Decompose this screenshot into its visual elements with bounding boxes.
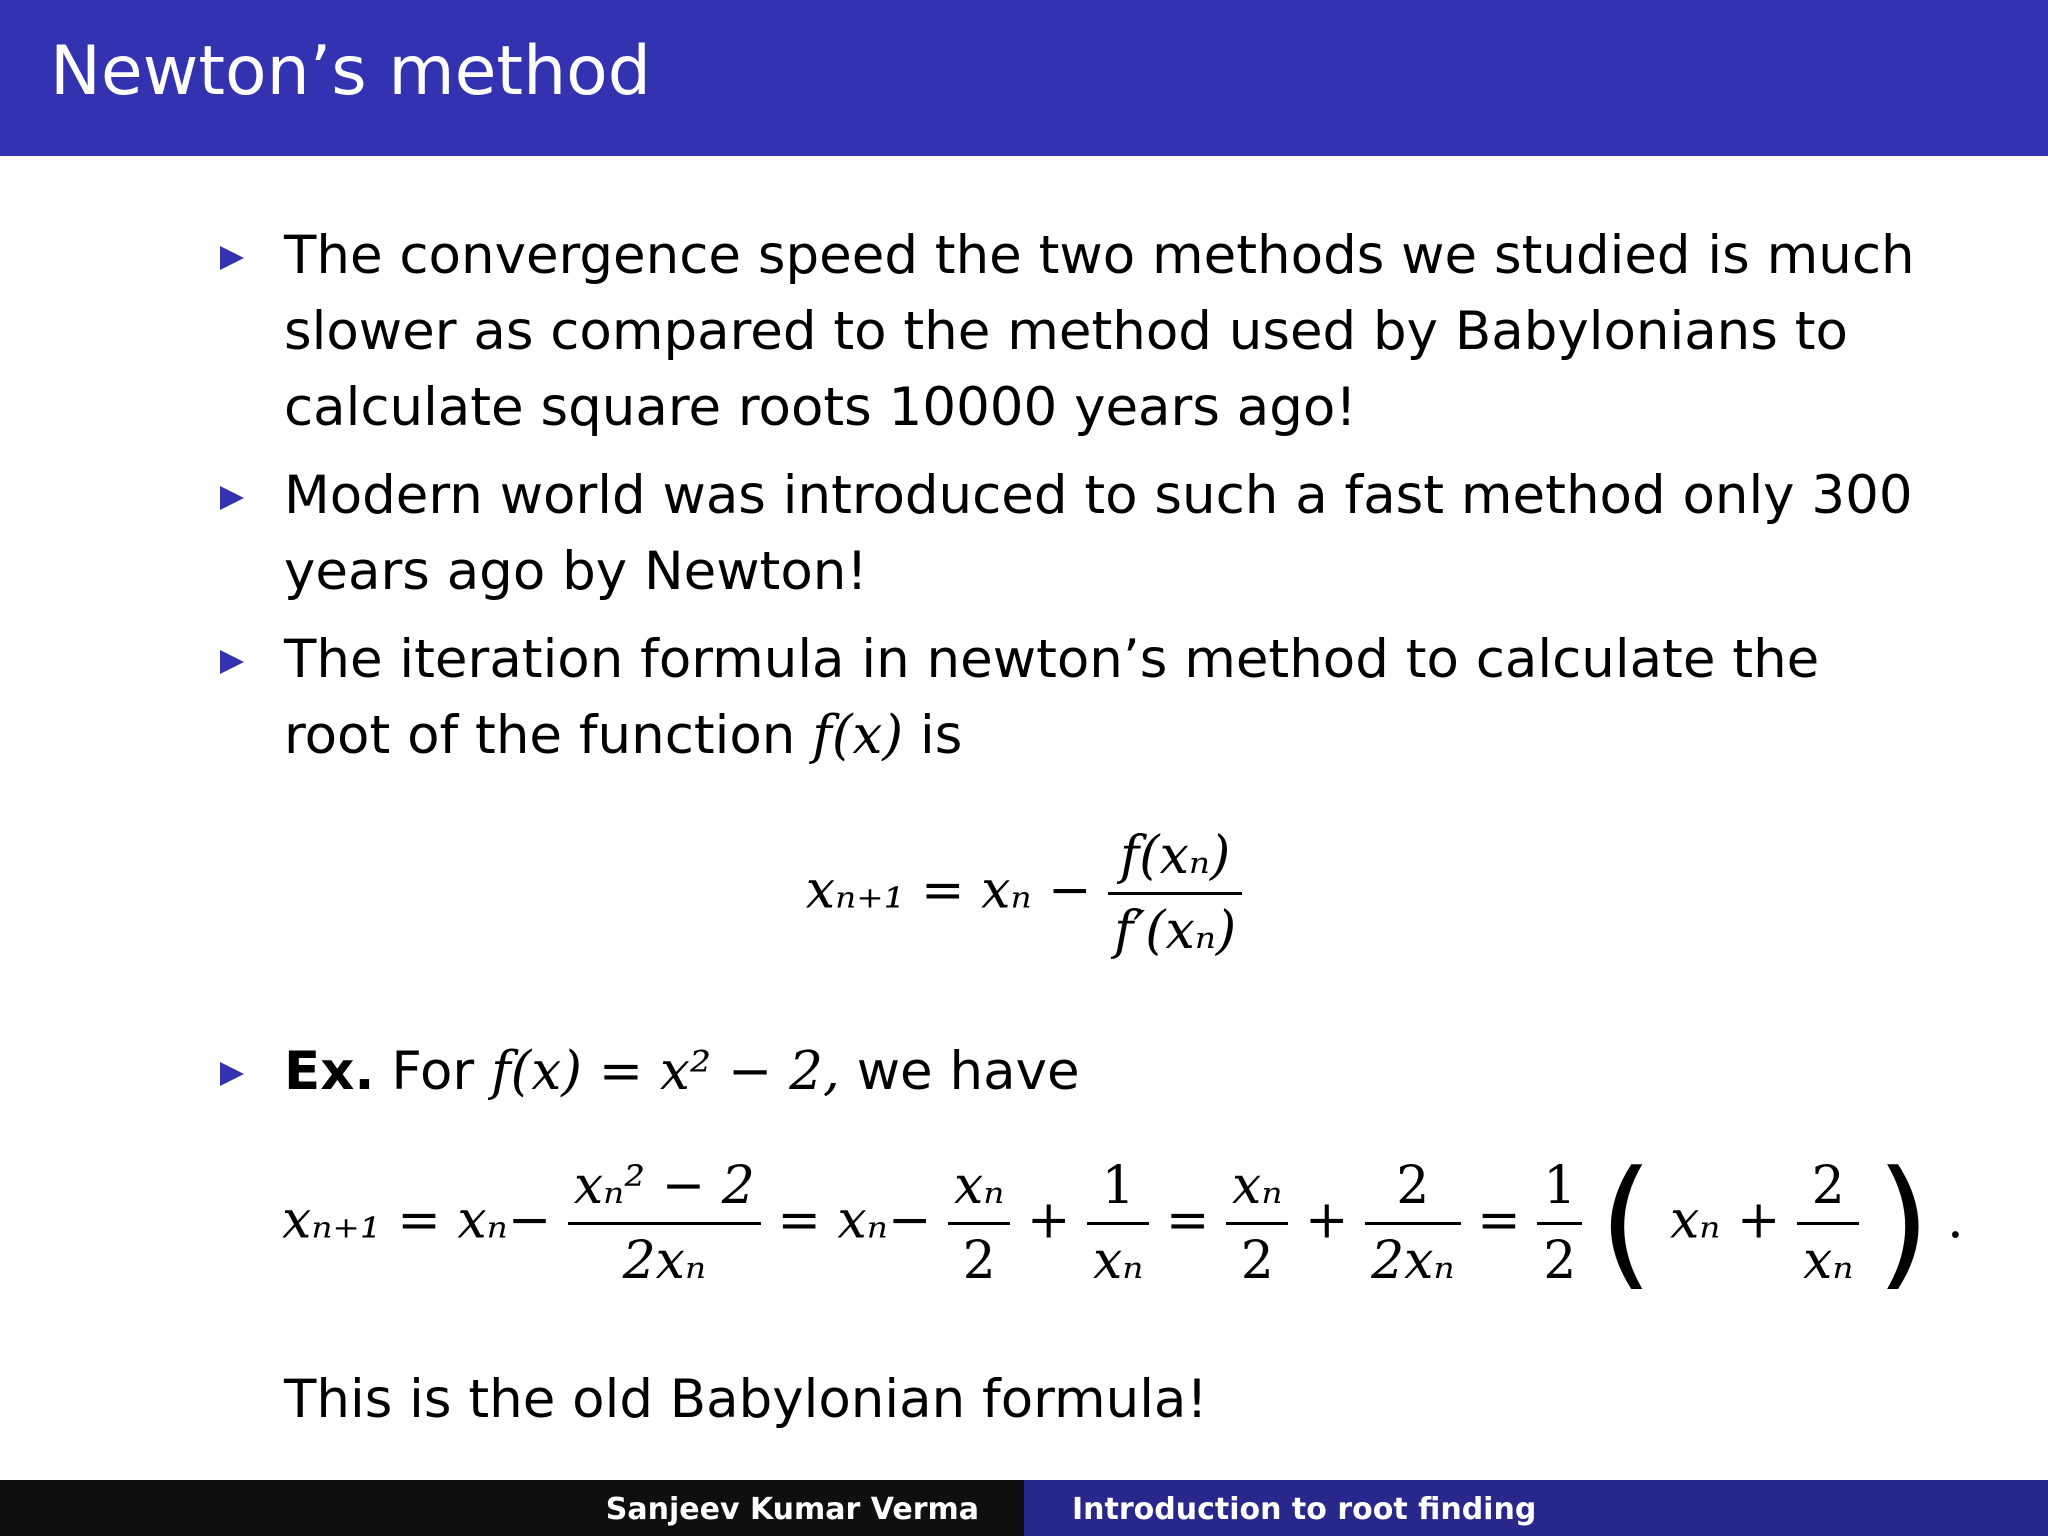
formula2-f7-den: xₙ — [1803, 1231, 1854, 1291]
slide-title: Newton’s method — [50, 32, 651, 111]
bullet-item-2 — [220, 458, 1920, 610]
formula2-f3-num: 1 — [1087, 1150, 1149, 1225]
formula2-f4-den: 2 — [1240, 1231, 1274, 1291]
closing-remark: This is the old Babylonian formula! — [284, 1369, 1208, 1430]
example-for: For — [391, 1041, 475, 1102]
bullet-text-2: Modern world was introduced to such a fast method only 300 years ago by Newton! — [284, 465, 1913, 602]
formula2-fraction-6 — [1537, 1150, 1582, 1297]
formula2-fraction-7 — [1797, 1150, 1859, 1297]
formula2-paren-close: ) — [1875, 1141, 1931, 1305]
formula2-f3-den: xₙ — [1092, 1231, 1144, 1291]
formula2-plus-a: + — [1026, 1190, 1071, 1251]
formula2-paren-open: ( — [1598, 1141, 1654, 1305]
example-math: f(x) = x² − 2, — [491, 1041, 840, 1102]
slide-header — [0, 0, 2048, 156]
formula2-f2-den: 2 — [962, 1231, 996, 1291]
formula2-f2-num: xₙ — [948, 1150, 1010, 1225]
formula2-f7-num: 2 — [1797, 1150, 1859, 1225]
bullet-triangle-icon — [220, 486, 244, 510]
formula2-f4-num: xₙ — [1226, 1150, 1288, 1225]
formula2-f1-num: xₙ² − 2 — [568, 1150, 761, 1225]
formula1-fraction — [1108, 820, 1242, 967]
bullet-item-4-inner — [220, 1034, 1984, 1110]
formula1-lhs: xₙ₊₁ = xₙ − — [805, 860, 1092, 921]
formula2-eq-a: = xₙ− — [777, 1190, 932, 1251]
bullet-triangle-icon — [220, 650, 244, 674]
formula2-fraction-4 — [1226, 1150, 1288, 1297]
footer-talk-title: Introduction to root finding — [1072, 1492, 1537, 1527]
bullet-item-3 — [220, 622, 1920, 774]
bullet-item-4 — [220, 1034, 1984, 1110]
formula2-f6-den: 2 — [1543, 1231, 1577, 1291]
bullet-list — [220, 218, 1920, 774]
bullet-item-1 — [220, 218, 1920, 446]
formula2-inner: xₙ + — [1669, 1190, 1781, 1251]
bullet-text-1: The convergence speed the two methods we studied is much slower as compared to the method used by Babylonians to calculate square roots 10000 years ago! — [284, 225, 1915, 438]
bullet-math-3: f(x) — [812, 705, 904, 766]
formula2-plus-b: + — [1304, 1190, 1349, 1251]
formula2-eq-c: = — [1477, 1190, 1521, 1251]
formula2-period: . — [1947, 1190, 1964, 1251]
formula2-eq-b: = — [1165, 1190, 1210, 1251]
babylonian-derivation — [282, 1141, 2042, 1305]
formula2-fraction-2 — [948, 1150, 1010, 1297]
formula2-f5-num: 2 — [1365, 1150, 1460, 1225]
bullet-tail-3: is — [919, 705, 963, 766]
footer-left-panel — [0, 1480, 1024, 1536]
formula2-f5-den: 2xₙ — [1371, 1231, 1455, 1291]
example-label: Ex. — [284, 1041, 375, 1102]
bullet-triangle-icon — [220, 246, 244, 270]
formula2-fraction-5 — [1365, 1150, 1460, 1297]
footer-right-panel — [1024, 1480, 2048, 1536]
footer-author: Sanjeev Kumar Verma — [605, 1492, 979, 1527]
slide-footer — [0, 1480, 2048, 1536]
formula1-numerator: f(xₙ) — [1108, 820, 1242, 895]
bullet-triangle-icon — [220, 1062, 244, 1086]
newton-formula — [0, 820, 2048, 967]
formula2-fraction-3 — [1087, 1150, 1149, 1297]
bullet-text-3: The iteration formula in newton’s method to calculate the root of the function — [284, 629, 1820, 766]
formula2-f6-num: 1 — [1537, 1150, 1582, 1225]
formula2-lhs: xₙ₊₁ = xₙ− — [282, 1190, 552, 1251]
formula2-f1-den: 2xₙ — [622, 1231, 707, 1291]
formula2-fraction-1 — [568, 1150, 761, 1297]
formula1-denominator: f′(xₙ) — [1114, 901, 1237, 961]
example-tail: we have — [856, 1041, 1080, 1102]
